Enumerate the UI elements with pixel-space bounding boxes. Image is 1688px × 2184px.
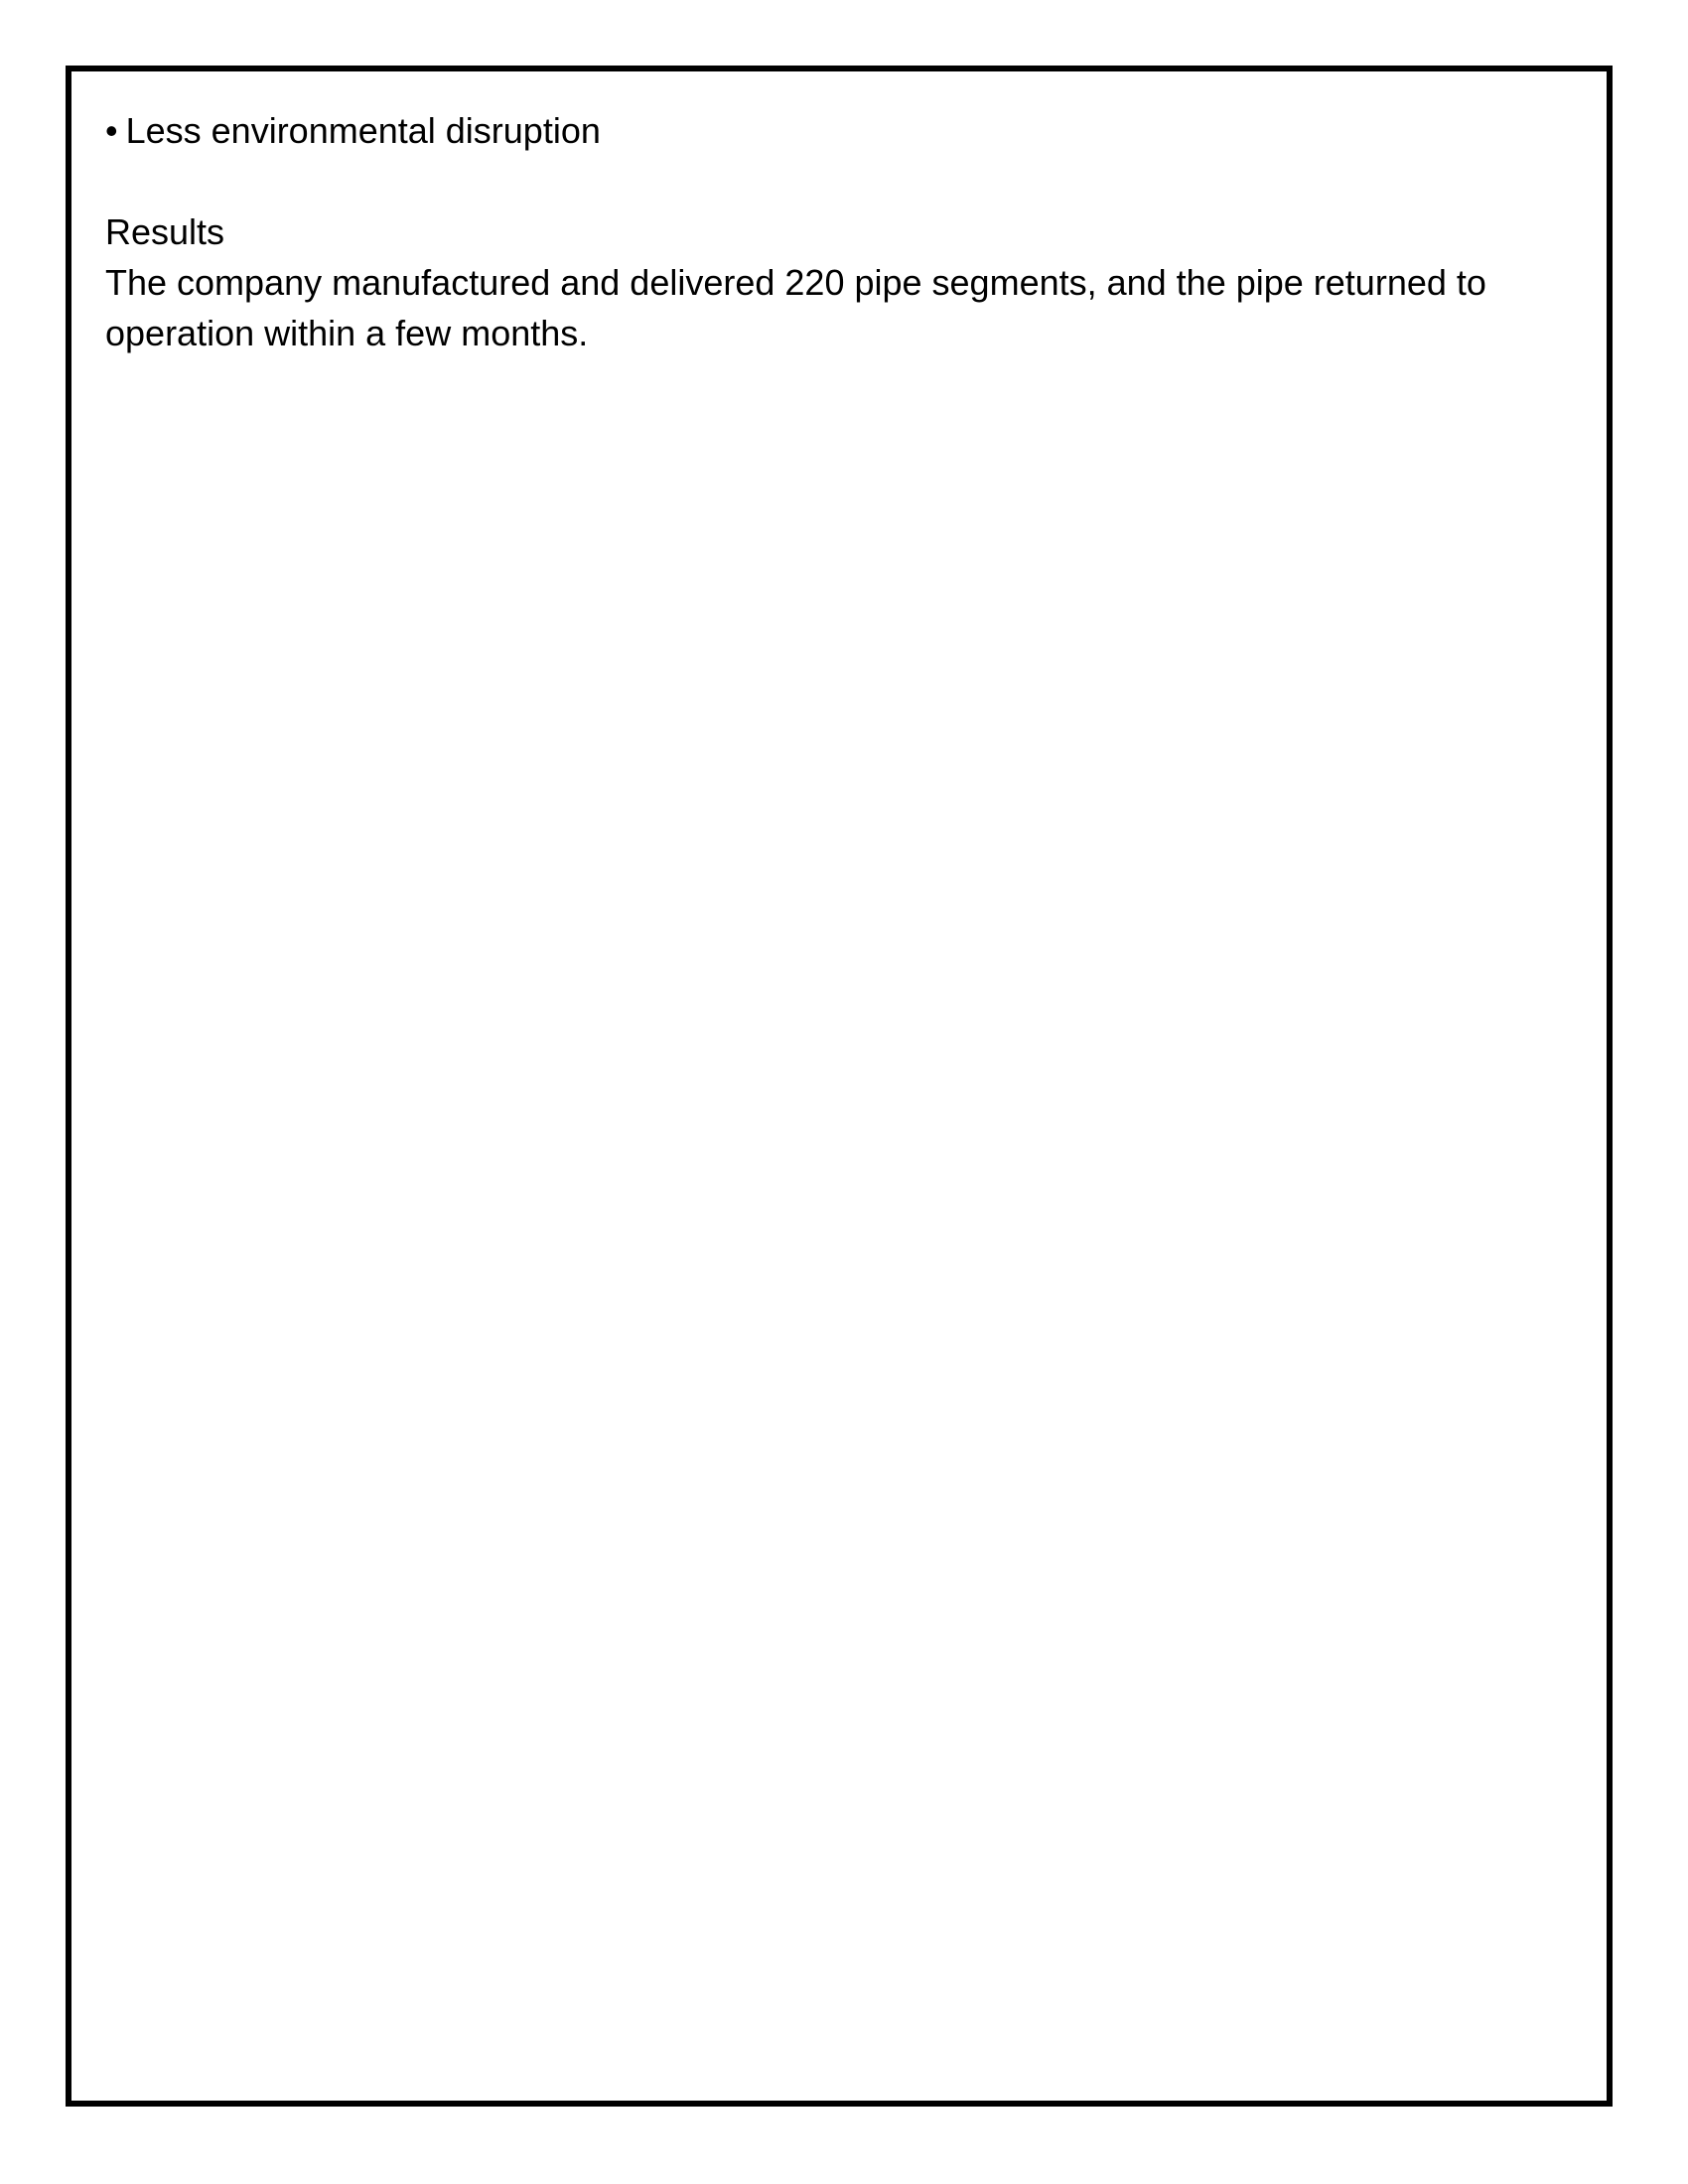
- bullet-icon: •: [105, 110, 118, 151]
- bullet-item-environmental-disruption: [105, 105, 1573, 156]
- bullet-list: [105, 105, 1573, 156]
- results-body: The company manufactured and delivered 220 pipe segments, and the pipe returned to operation within a few months.: [105, 262, 1486, 353]
- page-frame: [66, 66, 1613, 2107]
- bullet-text: Less environmental disruption: [125, 110, 601, 151]
- page-content: [105, 105, 1573, 358]
- results-heading: Results: [105, 211, 225, 252]
